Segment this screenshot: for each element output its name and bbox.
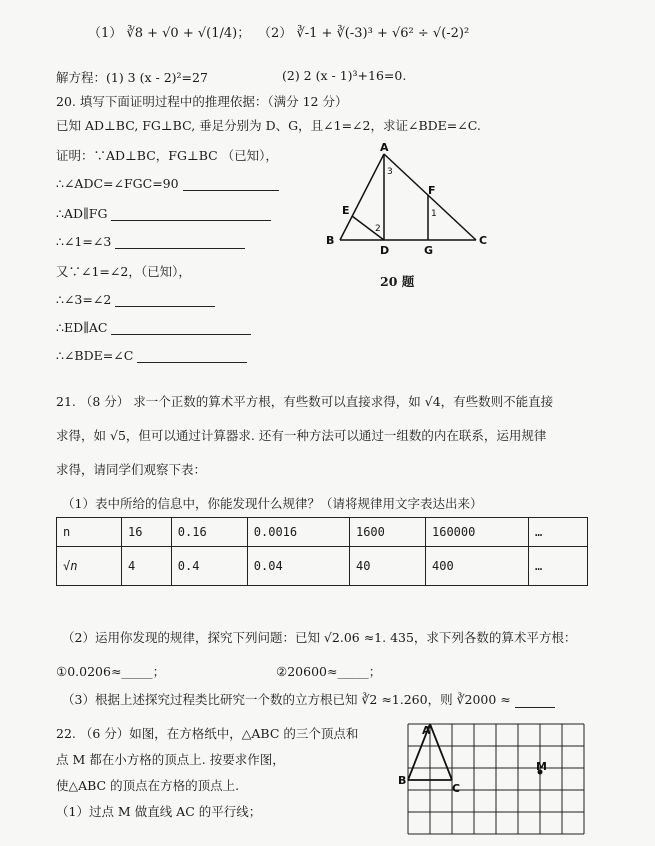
label-G: G (424, 244, 434, 257)
q20-line-5 (56, 292, 215, 307)
answer-blank[interactable] (115, 235, 245, 249)
q22-line-2: 点 M 都在小方格的顶点上. 按要求作图， (56, 752, 285, 767)
table-cell: 1600 (349, 518, 425, 547)
q19-part1 (88, 22, 250, 41)
triangle-figure (322, 140, 502, 290)
q19-p2-number: （2） (258, 26, 293, 41)
q20-line-2-text: ∴AD∥FG (56, 206, 108, 221)
q20-line-6-text: ∴ED∥AC (56, 320, 108, 335)
label-C: C (479, 234, 488, 247)
answer-blank[interactable] (115, 293, 215, 307)
q21-line-2: 求得，如 √5，但可以通过计算器求. 还有一种方法可以通过一组数的内在联系，运用规律 (56, 428, 547, 443)
table-cell: 4 (122, 547, 172, 586)
answer-blank[interactable] (111, 207, 271, 221)
label-F: F (428, 184, 436, 197)
answer-blank[interactable] (137, 349, 247, 363)
table-cell: 160000 (426, 518, 529, 547)
q20-line-5-text: ∴∠3=∠2 (56, 292, 112, 307)
q21-part-1: （1）表中所给的信息中，你能发现什么规律？（请将规律用文字表达出来） (62, 496, 483, 511)
table-cell: 400 (426, 547, 529, 586)
label-A: A (422, 724, 431, 737)
q22-line-1: 22. （6 分）如图，在方格纸中，△ABC 的三个顶点和 (56, 726, 359, 741)
pattern-table (56, 517, 588, 586)
label-M: M (536, 760, 547, 773)
answer-blank[interactable] (183, 177, 279, 191)
q20-line-4: 又∵∠1=∠2，（已知）， (56, 264, 191, 279)
table-cell: 16 (122, 518, 172, 547)
q21-part-2: （2）运用你发现的规律，探究下列问题：已知 √2.06 ≈1. 435，求下列各数的算术平方根： (62, 630, 577, 645)
q22-grid-figure (396, 716, 586, 842)
q20-line-3 (56, 234, 245, 249)
label-A: A (380, 141, 389, 154)
table-cell: n (57, 518, 122, 547)
table-cell: 0.04 (247, 547, 349, 586)
q20-figure-caption: 20 题 (380, 274, 415, 289)
table-row (57, 547, 588, 586)
q20-header: 20. 填写下面证明过程中的推理依据：（满分 12 分） (56, 94, 348, 109)
q21-part-3-text: （3）根据上述探究过程类比研究一个数的立方根已知 ∛2 ≈1.260，则 ∛2000 ≈ (62, 692, 511, 707)
q20-line-1 (56, 176, 279, 191)
label-B: B (398, 774, 407, 787)
grid-svg (396, 716, 586, 842)
table-cell: 0.4 (171, 547, 247, 586)
q20-line-6 (56, 320, 251, 335)
q21-part-3 (62, 690, 555, 708)
q20-line-2 (56, 206, 271, 221)
table-cell: 0.16 (171, 518, 247, 547)
table-row (57, 518, 588, 547)
answer-blank[interactable] (515, 694, 555, 708)
q22-part-1: （1）过点 M 做直线 AC 的平行线； (56, 804, 262, 819)
q20-proof-start: 证明：∵AD⊥BC，FG⊥BC （已知）， (56, 148, 278, 163)
q21-line-1: 21. （8 分） 求一个正数的算术平方根，有些数可以直接求得，如 √4，有些数则不能直接 (56, 394, 554, 409)
q19-solve-2: (2) 2 (x - 1)³+16=0. (282, 68, 407, 83)
table-cell: 40 (349, 547, 425, 586)
segment-AC (430, 724, 452, 780)
q19-p1-expression: ∛8 + √0 + √(1/4)； (126, 26, 251, 41)
label-angle-2: 2 (375, 224, 381, 234)
label-angle-1: 1 (431, 209, 437, 219)
label-E: E (342, 204, 350, 217)
q20-line-3-text: ∴∠1=∠3 (56, 234, 112, 249)
q20-line-7-text: ∴∠BDE=∠C (56, 348, 134, 363)
q19-solve-prompt: 解方程：(1) 3 (x - 2)²=27 (56, 70, 208, 85)
answer-blank[interactable] (111, 321, 251, 335)
q20-line-7 (56, 348, 247, 363)
label-angle-3: 3 (387, 167, 393, 177)
q20-given: 已知 AD⊥BC, FG⊥BC, 垂足分别为 D、G，且∠1=∠2，求证∠BDE=∠C. (56, 118, 481, 133)
label-D: D (380, 244, 390, 257)
q21-sub-2: ②20600≈_____； (276, 664, 382, 679)
table-cell: … (529, 547, 588, 586)
table-cell: 0.0016 (247, 518, 349, 547)
table-cell: … (529, 518, 588, 547)
q21-sub-1: ①0.0206≈_____； (56, 664, 166, 679)
q19-p2-expression: ∛-1 + ∛(-3)³ + √6² ÷ √(-2)² (296, 26, 470, 41)
q19-p1-number: （1） (88, 26, 123, 41)
label-C: C (452, 782, 461, 795)
q20-line-1-text: ∴∠ADC=∠FGC=90 (56, 176, 179, 191)
q21-line-3: 求得，请同学们观察下表： (56, 462, 207, 477)
q20-figure (322, 140, 502, 290)
label-B: B (326, 234, 335, 247)
q19-part2 (258, 22, 469, 41)
table-cell: √n (57, 547, 122, 586)
q22-line-3: 使△ABC 的顶点在方格的顶点上. (56, 778, 240, 793)
segment-AC (384, 154, 476, 240)
